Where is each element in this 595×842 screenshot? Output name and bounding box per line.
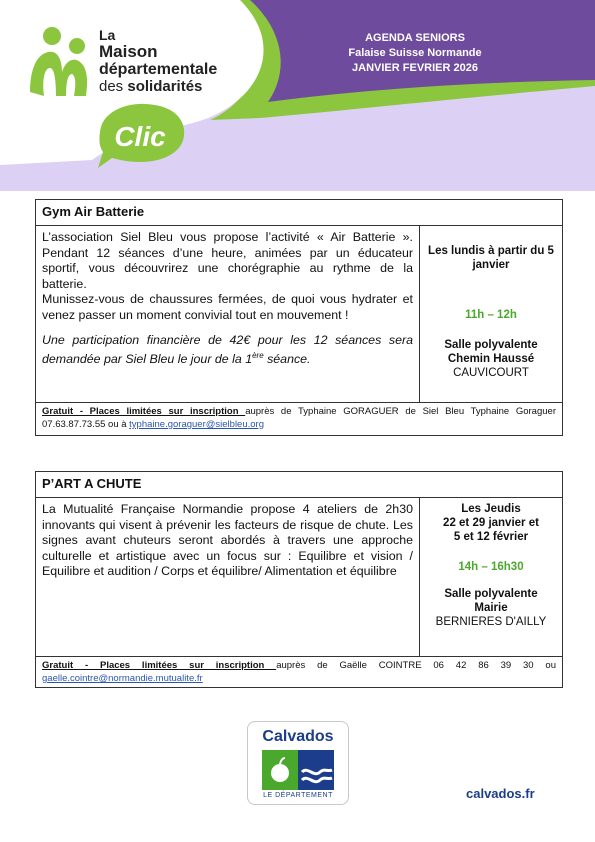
event-place: Chemin Haussé	[447, 353, 535, 365]
logo-des: des	[99, 78, 128, 95]
registration-email-link[interactable]: gaelle.cointre@normandie.mutualite.fr	[42, 673, 203, 684]
event-dates: 22 et 29 janvier et	[443, 517, 539, 529]
agenda-area: Falaise Suisse Normande	[348, 47, 482, 59]
event-schedule	[422, 502, 560, 629]
event-place: Mairie	[474, 602, 508, 614]
registration-text: auprès de Typhaine GORAGUER de Siel Bleu Typhaine Goraguer 07.63.87.73.55 ou à	[42, 406, 556, 430]
calvados-logo-subtitle: LE DÉPARTEMENT	[263, 792, 333, 799]
event-time: 11h – 12h	[465, 309, 517, 321]
calvados-emblem-icon	[262, 750, 334, 790]
registration-label: Gratuit - Places limitées sur inscription	[42, 406, 246, 417]
event-description	[36, 226, 420, 402]
event-title: P’ART A CHUTE	[36, 472, 562, 498]
event-box-gym	[35, 199, 563, 436]
agenda-title: AGENDA SENIORS	[365, 32, 465, 44]
desc-paragraph-italic	[42, 333, 413, 368]
registration-text: auprès de Gaëlle COINTRE 06 42 86 39 30 ou	[276, 660, 556, 671]
event-place: Salle polyvalente	[444, 339, 538, 351]
event-dates: Les lundis à partir du 5 janvier	[428, 245, 554, 271]
logo-line-solidarites	[99, 78, 217, 95]
clic-logo-text: Clic	[114, 121, 166, 152]
event-registration	[36, 656, 562, 687]
logo-solidarites: solidarités	[127, 78, 203, 95]
desc-paragraph: L’association Siel Bleu vous propose l’activité « Air Batterie ». Pendant 12 séances d’une heure, animées par un éducateur sportif, vous découvrirez une chorégraphie au rythme de la batterie.	[42, 230, 413, 291]
agenda-period: JANVIER FEVRIER 2026	[352, 62, 478, 74]
event-town: CAUVICOURT	[453, 367, 529, 379]
website-link[interactable]: calvados.fr	[466, 786, 535, 801]
event-box-partachute	[35, 471, 563, 688]
event-time: 14h – 16h30	[458, 561, 524, 573]
event-registration	[36, 402, 562, 435]
event-place: Salle polyvalente	[444, 588, 538, 600]
calvados-logo	[247, 721, 349, 805]
event-description	[36, 498, 420, 656]
event-town: BERNIERES D'AILLY	[435, 616, 547, 628]
agenda-heading	[300, 31, 530, 76]
event-dates: 5 et 12 février	[453, 531, 529, 543]
event-dates: Les Jeudis	[461, 503, 521, 515]
desc-text: Une participation financière de 42€ pour les 12 séances sera demandée par Siel Bleu le jour de la 1	[42, 332, 413, 367]
logo-line-la: La	[99, 27, 116, 43]
registration-email-link[interactable]: typhaine.goraguer@sielbleu.org	[129, 419, 264, 430]
logo-line-maison: Maison	[99, 42, 158, 61]
maison-logo-text	[99, 27, 217, 95]
desc-paragraph: La Mutualité Française Normandie propose 4 ateliers de 2h30 innovants qui visent à prévenir les facteurs de risque de chute. Les signes avant chuteurs seront abordés à travers une approche culturelle et artistique avec un focus sur : Equilibre et vision / Equilibre et audition / Corps et équilibre/ Alimentation et équilibre	[42, 502, 413, 579]
event-title: Gym Air Batterie	[36, 200, 562, 226]
registration-label: Gratuit - Places limitées sur inscription	[42, 660, 277, 671]
desc-sup: ère	[252, 351, 264, 361]
desc-paragraph: Munissez-vous de chaussures fermées, de quoi vous hydrater et venez passer un moment convivial tout en mouvement !	[42, 292, 413, 322]
calvados-logo-title: Calvados	[262, 728, 334, 745]
desc-text: séance.	[263, 352, 311, 367]
event-schedule	[422, 244, 560, 380]
logo-line-departementale: départementale	[99, 61, 218, 78]
